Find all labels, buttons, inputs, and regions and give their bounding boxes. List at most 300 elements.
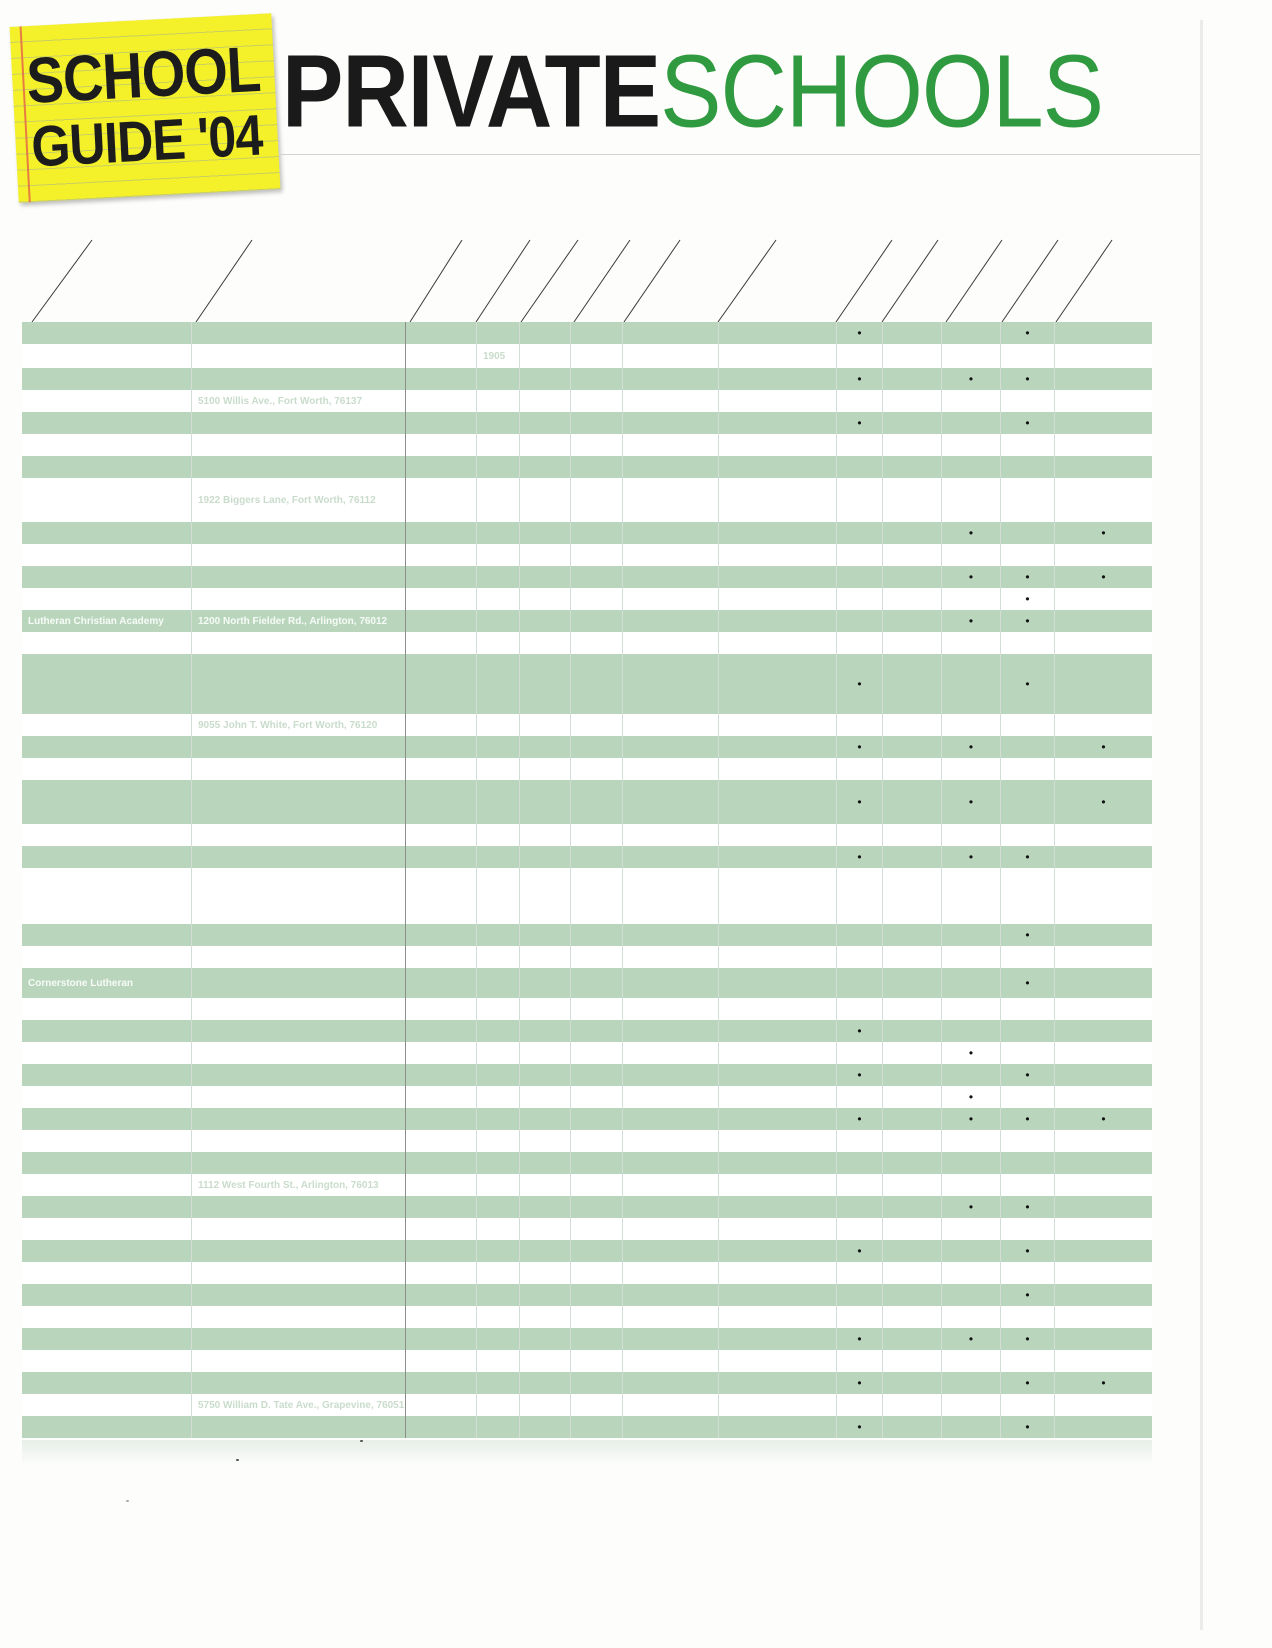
grades-cell — [623, 1042, 719, 1064]
tuition-cell — [571, 1328, 623, 1350]
enrollment-cell — [520, 1064, 571, 1086]
school-name-cell — [22, 1306, 192, 1328]
scan-speck — [126, 1500, 129, 1502]
feature-cell-1 — [837, 434, 883, 456]
year-cell — [477, 846, 520, 868]
address-cell — [192, 1218, 406, 1240]
table-bottom-shade — [22, 1440, 1152, 1464]
type-cell — [883, 1416, 942, 1438]
enrollment-cell — [520, 1174, 571, 1196]
address-cell — [192, 1306, 406, 1328]
feature-cell-4 — [1055, 868, 1152, 924]
table-row — [22, 714, 1152, 736]
feature-cell-4 — [1055, 654, 1152, 714]
feature-cell-1 — [837, 968, 883, 998]
type-cell — [883, 1306, 942, 1328]
phone-cell — [406, 1416, 477, 1438]
bullet-mark: • — [968, 372, 974, 386]
feature-cell-4 — [1055, 1240, 1152, 1262]
type-cell — [883, 344, 942, 368]
affiliation-cell — [719, 610, 837, 632]
affiliation-cell — [719, 1174, 837, 1196]
school-name-cell — [22, 344, 192, 368]
bullet-mark: • — [1025, 592, 1030, 606]
feature-cell-1 — [837, 1064, 883, 1086]
affiliation-cell — [719, 368, 837, 390]
type-cell — [883, 1152, 942, 1174]
address-cell — [192, 1130, 406, 1152]
affiliation-cell — [719, 1306, 837, 1328]
bullet-mark: • — [1025, 850, 1030, 864]
enrollment-cell — [520, 1372, 571, 1394]
affiliation-cell — [719, 1086, 837, 1108]
feature-cell-4 — [1055, 1262, 1152, 1284]
grades-cell — [623, 654, 719, 714]
bullet-mark: • — [1025, 1200, 1030, 1214]
enrollment-cell — [520, 868, 571, 924]
feature-cell-3 — [1001, 1196, 1055, 1218]
affiliation-cell — [719, 478, 837, 522]
tuition-cell — [571, 654, 623, 714]
feature-cell-3 — [1001, 456, 1055, 478]
school-name-cell — [22, 434, 192, 456]
enrollment-cell — [520, 736, 571, 758]
header-slant-4 — [476, 240, 530, 322]
affiliation-cell — [719, 322, 837, 344]
header-slant-13 — [1056, 240, 1112, 322]
enrollment-cell — [520, 1262, 571, 1284]
feature-cell-1 — [837, 544, 883, 566]
enrollment-cell — [520, 968, 571, 998]
affiliation-cell — [719, 1152, 837, 1174]
feature-cell-3 — [1001, 478, 1055, 522]
table-row — [22, 344, 1152, 368]
feature-cell-3 — [1001, 1108, 1055, 1130]
year-cell — [477, 1108, 520, 1130]
feature-cell-4 — [1055, 1284, 1152, 1306]
grades-cell — [623, 434, 719, 456]
grades-cell — [623, 412, 719, 434]
enrollment-cell — [520, 1350, 571, 1372]
feature-cell-2 — [942, 654, 1001, 714]
tuition-cell — [571, 588, 623, 610]
tuition-cell — [571, 1394, 623, 1416]
feature-cell-2 — [942, 868, 1001, 924]
table-row — [22, 588, 1152, 610]
school-name-cell — [22, 478, 192, 522]
feature-cell-4 — [1055, 1328, 1152, 1350]
feature-cell-4 — [1055, 566, 1152, 588]
enrollment-cell — [520, 566, 571, 588]
tuition-cell — [571, 758, 623, 780]
year-cell — [477, 1196, 520, 1218]
type-cell — [883, 946, 942, 968]
school-name-cell — [22, 1350, 192, 1372]
tuition-cell — [571, 478, 623, 522]
year-cell — [477, 998, 520, 1020]
feature-cell-4 — [1055, 632, 1152, 654]
feature-cell-1 — [837, 998, 883, 1020]
feature-cell-3 — [1001, 344, 1055, 368]
address-cell — [192, 846, 406, 868]
enrollment-cell — [520, 1306, 571, 1328]
year-cell — [477, 1152, 520, 1174]
tuition-cell — [571, 968, 623, 998]
affiliation-cell — [719, 846, 837, 868]
table-row — [22, 322, 1152, 344]
grades-cell — [623, 1152, 719, 1174]
feature-cell-2 — [942, 588, 1001, 610]
feature-cell-1 — [837, 1306, 883, 1328]
address-cell — [192, 1086, 406, 1108]
address-cell — [192, 868, 406, 924]
feature-cell-3 — [1001, 1174, 1055, 1196]
feature-cell-1 — [837, 1328, 883, 1350]
enrollment-cell — [520, 846, 571, 868]
feature-cell-2 — [942, 456, 1001, 478]
address-cell — [192, 968, 406, 998]
grades-cell — [623, 1020, 719, 1042]
feature-cell-4 — [1055, 846, 1152, 868]
enrollment-cell — [520, 478, 571, 522]
year-cell — [477, 1284, 520, 1306]
tuition-cell — [571, 1372, 623, 1394]
tuition-cell — [571, 1262, 623, 1284]
table-row — [22, 1394, 1152, 1416]
bullet-mark: • — [857, 326, 862, 340]
type-cell — [883, 1218, 942, 1240]
year-cell — [477, 1350, 520, 1372]
phone-cell — [406, 1262, 477, 1284]
type-cell — [883, 1240, 942, 1262]
address-cell — [192, 1240, 406, 1262]
affiliation-cell — [719, 868, 837, 924]
feature-cell-2 — [942, 1262, 1001, 1284]
bullet-mark: • — [857, 795, 862, 809]
feature-cell-1 — [837, 566, 883, 588]
school-name-cell — [22, 1218, 192, 1240]
address-cell — [192, 522, 406, 544]
year-cell — [477, 924, 520, 946]
type-cell — [883, 478, 942, 522]
affiliation-cell — [719, 1064, 837, 1086]
school-name-cell — [22, 1416, 192, 1438]
grades-cell — [623, 824, 719, 846]
type-cell — [883, 868, 942, 924]
feature-cell-2 — [942, 566, 1001, 588]
phone-cell — [406, 544, 477, 566]
bullet-mark: • — [857, 677, 862, 691]
feature-cell-4 — [1055, 1372, 1152, 1394]
feature-cell-1 — [837, 368, 883, 390]
type-cell — [883, 588, 942, 610]
grades-cell — [623, 946, 719, 968]
feature-cell-4 — [1055, 714, 1152, 736]
grades-cell — [623, 390, 719, 412]
bullet-mark: • — [968, 1332, 974, 1346]
school-name-cell — [22, 390, 192, 412]
bullet-mark: • — [857, 1420, 862, 1434]
school-name-cell — [22, 1240, 192, 1262]
feature-cell-2 — [942, 1064, 1001, 1086]
year-cell — [477, 1086, 520, 1108]
year-cell — [477, 1218, 520, 1240]
grades-cell — [623, 1240, 719, 1262]
feature-cell-3 — [1001, 322, 1055, 344]
feature-cell-4 — [1055, 344, 1152, 368]
phone-cell — [406, 1240, 477, 1262]
enrollment-cell — [520, 1416, 571, 1438]
address-cell — [192, 654, 406, 714]
bullet-mark: • — [857, 1112, 862, 1126]
tuition-cell — [571, 1240, 623, 1262]
feature-cell-1 — [837, 1240, 883, 1262]
type-cell — [883, 1284, 942, 1306]
enrollment-cell — [520, 998, 571, 1020]
header-slant-10 — [882, 240, 938, 322]
address-cell: 1922 Biggers Lane, Fort Worth, 76112 — [192, 478, 406, 522]
school-name-cell — [22, 1372, 192, 1394]
feature-cell-3 — [1001, 1064, 1055, 1086]
feature-cell-2 — [942, 780, 1001, 824]
type-cell — [883, 758, 942, 780]
table-row — [22, 434, 1152, 456]
grades-cell — [623, 780, 719, 824]
year-cell — [477, 544, 520, 566]
grades-cell — [623, 1328, 719, 1350]
feature-cell-3 — [1001, 780, 1055, 824]
feature-cell-4 — [1055, 736, 1152, 758]
affiliation-cell — [719, 654, 837, 714]
feature-cell-4 — [1055, 610, 1152, 632]
type-cell — [883, 368, 942, 390]
tuition-cell — [571, 456, 623, 478]
feature-cell-3 — [1001, 824, 1055, 846]
phone-cell — [406, 946, 477, 968]
header-slant-7 — [624, 240, 680, 322]
feature-cell-4 — [1055, 478, 1152, 522]
table-row — [22, 780, 1152, 824]
feature-cell-1 — [837, 1350, 883, 1372]
grades-cell — [623, 368, 719, 390]
feature-cell-3 — [1001, 412, 1055, 434]
feature-cell-2 — [942, 998, 1001, 1020]
affiliation-cell — [719, 1328, 837, 1350]
phone-cell — [406, 1042, 477, 1064]
school-name-cell — [22, 824, 192, 846]
feature-cell-1 — [837, 588, 883, 610]
address-cell — [192, 1372, 406, 1394]
address-cell — [192, 588, 406, 610]
table-row — [22, 1130, 1152, 1152]
feature-cell-1 — [837, 780, 883, 824]
year-cell — [477, 758, 520, 780]
bullet-mark: • — [1025, 677, 1030, 691]
type-cell — [883, 632, 942, 654]
bullet-mark: • — [1101, 1112, 1106, 1126]
affiliation-cell — [719, 1130, 837, 1152]
type-cell — [883, 1394, 942, 1416]
school-name-cell — [22, 1086, 192, 1108]
feature-cell-3 — [1001, 1086, 1055, 1108]
feature-cell-1 — [837, 924, 883, 946]
feature-cell-2 — [942, 1086, 1001, 1108]
school-name-cell — [22, 780, 192, 824]
grades-cell — [623, 968, 719, 998]
address-cell — [192, 998, 406, 1020]
enrollment-cell — [520, 368, 571, 390]
feature-cell-2 — [942, 924, 1001, 946]
phone-cell — [406, 368, 477, 390]
feature-cell-1 — [837, 654, 883, 714]
phone-cell — [406, 588, 477, 610]
bullet-mark: • — [968, 740, 974, 754]
school-name-cell — [22, 846, 192, 868]
table-row — [22, 1284, 1152, 1306]
grades-cell — [623, 456, 719, 478]
bullet-mark: • — [1025, 928, 1030, 942]
title-private: PRIVATE — [282, 34, 661, 149]
phone-cell — [406, 998, 477, 1020]
school-name-cell — [22, 1064, 192, 1086]
enrollment-cell — [520, 758, 571, 780]
feature-cell-3 — [1001, 946, 1055, 968]
address-cell — [192, 1350, 406, 1372]
feature-cell-1 — [837, 522, 883, 544]
page-title — [282, 30, 1103, 153]
affiliation-cell — [719, 456, 837, 478]
tuition-cell — [571, 368, 623, 390]
enrollment-cell — [520, 1196, 571, 1218]
feature-cell-1 — [837, 1174, 883, 1196]
table-row — [22, 1306, 1152, 1328]
school-name-cell — [22, 1328, 192, 1350]
phone-cell — [406, 390, 477, 412]
feature-cell-1 — [837, 478, 883, 522]
type-cell — [883, 1086, 942, 1108]
tuition-cell — [571, 1174, 623, 1196]
feature-cell-2 — [942, 344, 1001, 368]
type-cell — [883, 1064, 942, 1086]
tuition-cell — [571, 946, 623, 968]
feature-cell-1 — [837, 1130, 883, 1152]
affiliation-cell — [719, 632, 837, 654]
table-row — [22, 1064, 1152, 1086]
phone-cell — [406, 566, 477, 588]
feature-cell-4 — [1055, 758, 1152, 780]
enrollment-cell — [520, 1328, 571, 1350]
type-cell — [883, 1372, 942, 1394]
slanted-column-headers — [0, 236, 1200, 326]
private-schools-table — [22, 322, 1152, 1438]
feature-cell-1 — [837, 390, 883, 412]
feature-cell-3 — [1001, 588, 1055, 610]
tuition-cell — [571, 1306, 623, 1328]
tuition-cell — [571, 1086, 623, 1108]
grades-cell — [623, 1416, 719, 1438]
feature-cell-1 — [837, 1284, 883, 1306]
school-name-cell — [22, 1020, 192, 1042]
bullet-mark: • — [857, 1376, 862, 1390]
tuition-cell — [571, 522, 623, 544]
type-cell — [883, 390, 942, 412]
feature-cell-1 — [837, 456, 883, 478]
address-cell — [192, 946, 406, 968]
phone-cell — [406, 758, 477, 780]
feature-cell-4 — [1055, 1020, 1152, 1042]
school-name-cell: Lutheran Christian Academy — [22, 610, 192, 632]
feature-cell-4 — [1055, 998, 1152, 1020]
school-name-cell — [22, 736, 192, 758]
phone-cell — [406, 610, 477, 632]
school-name-cell — [22, 588, 192, 610]
tuition-cell — [571, 924, 623, 946]
type-cell — [883, 322, 942, 344]
school-name-cell — [22, 522, 192, 544]
feature-cell-4 — [1055, 434, 1152, 456]
title-schools: SCHOOLS — [660, 34, 1103, 149]
feature-cell-3 — [1001, 390, 1055, 412]
feature-cell-2 — [942, 434, 1001, 456]
feature-cell-3 — [1001, 544, 1055, 566]
year-cell — [477, 1306, 520, 1328]
feature-cell-2 — [942, 478, 1001, 522]
feature-cell-3 — [1001, 632, 1055, 654]
affiliation-cell — [719, 758, 837, 780]
table-row — [22, 544, 1152, 566]
feature-cell-3 — [1001, 1020, 1055, 1042]
phone-cell — [406, 1152, 477, 1174]
grades-cell — [623, 566, 719, 588]
address-cell — [192, 1152, 406, 1174]
tuition-cell — [571, 412, 623, 434]
header-slant-3 — [410, 240, 462, 322]
bullet-mark: • — [1025, 1420, 1030, 1434]
grades-cell — [623, 588, 719, 610]
bullet-mark: • — [1101, 526, 1106, 540]
feature-cell-3 — [1001, 368, 1055, 390]
school-guide-badge — [10, 13, 281, 202]
school-name-cell — [22, 998, 192, 1020]
feature-cell-1 — [837, 1152, 883, 1174]
enrollment-cell — [520, 1108, 571, 1130]
enrollment-cell — [520, 610, 571, 632]
address-cell — [192, 1328, 406, 1350]
header-slant-5 — [521, 240, 578, 322]
phone-cell — [406, 1174, 477, 1196]
table-row — [22, 1152, 1152, 1174]
enrollment-cell — [520, 322, 571, 344]
address-cell — [192, 1284, 406, 1306]
tuition-cell — [571, 322, 623, 344]
feature-cell-3 — [1001, 1152, 1055, 1174]
type-cell — [883, 1328, 942, 1350]
feature-cell-4 — [1055, 1350, 1152, 1372]
table-row — [22, 1174, 1152, 1196]
feature-cell-4 — [1055, 1064, 1152, 1086]
feature-cell-4 — [1055, 1152, 1152, 1174]
school-name-cell — [22, 368, 192, 390]
feature-cell-1 — [837, 758, 883, 780]
school-name-cell — [22, 322, 192, 344]
feature-cell-1 — [837, 868, 883, 924]
affiliation-cell — [719, 1042, 837, 1064]
feature-cell-1 — [837, 1020, 883, 1042]
tuition-cell — [571, 1152, 623, 1174]
school-name-cell — [22, 654, 192, 714]
enrollment-cell — [520, 714, 571, 736]
type-cell — [883, 998, 942, 1020]
